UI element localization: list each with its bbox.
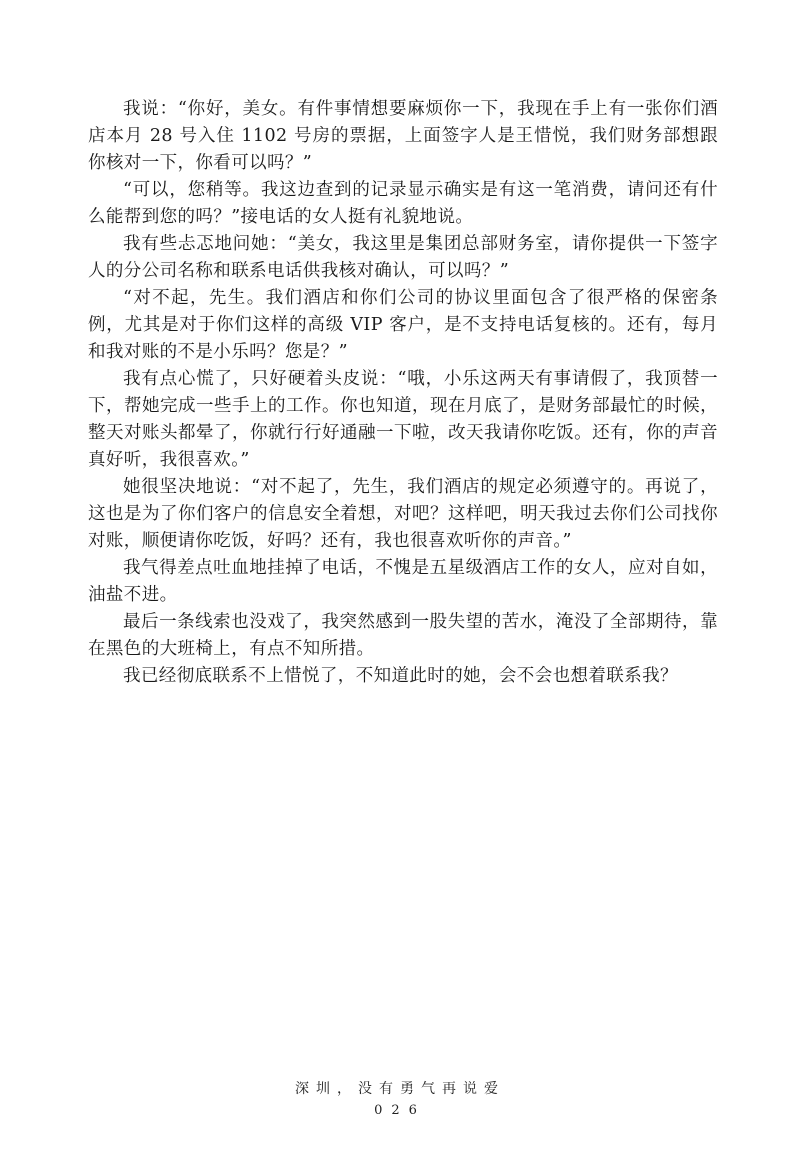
page-body-text — [88, 96, 718, 690]
page-number: 026 — [374, 1103, 426, 1118]
paragraph: 我有点心慌了，只好硬着头皮说：“哦，小乐这两天有事请假了，我顶替一下，帮她完成一些手上的工作。你也知道，现在月底了，是财务部最忙的时候，整天对账头都晕了，你就行行好通融一下啦，改天我请你吃饭。还有，你的声音真好听，我很喜欢。” — [88, 369, 718, 470]
paragraph: 我说：“你好，美女。有件事情想要麻烦你一下，我现在手上有一张你们酒店本月 28 号入住 1102 号房的票据，上面签字人是王惜悦，我们财务部想跟你核对一下，你看可以吗？” — [88, 99, 718, 173]
paragraph: “对不起，先生。我们酒店和你们公司的协议里面包含了很严格的保密条例，尤其是对于你们这样的高级 VIP 客户，是不支持电话复核的。还有，每月和我对账的不是小乐吗？您是？” — [88, 288, 718, 362]
paragraph: 最后一条线索也没戏了，我突然感到一股失望的苦水，淹没了全部期待，靠在黑色的大班椅上，有点不知所措。 — [88, 612, 718, 659]
paragraph: 她很坚决地说：“对不起了，先生，我们酒店的规定必须遵守的。再说了，这也是为了你们客户的信息安全着想，对吧？这样吧，明天我过去你们公司找你对账，顺便请你吃饭，好吗？还有，我也很喜欢听你的声音。” — [88, 477, 718, 551]
paragraph: 我已经彻底联系不上惜悦了，不知道此时的她，会不会也想着联系我？ — [123, 666, 678, 686]
paragraph: 我有些忐忑地问她：“美女，我这里是集团总部财务室，请你提供一下签字人的分公司名称和联系电话供我核对确认，可以吗？” — [88, 234, 718, 281]
paragraph: 我气得差点吐血地挂掉了电话，不愧是五星级酒店工作的女人，应对自如，油盐不进。 — [88, 558, 718, 605]
running-footer-book-title: 深圳，没有勇气再说爱 — [295, 1081, 505, 1097]
paragraph: “可以，您稍等。我这边查到的记录显示确实是有这一笔消费，请问还有什么能帮到您的吗？”接电话的女人挺有礼貌地说。 — [88, 180, 718, 227]
